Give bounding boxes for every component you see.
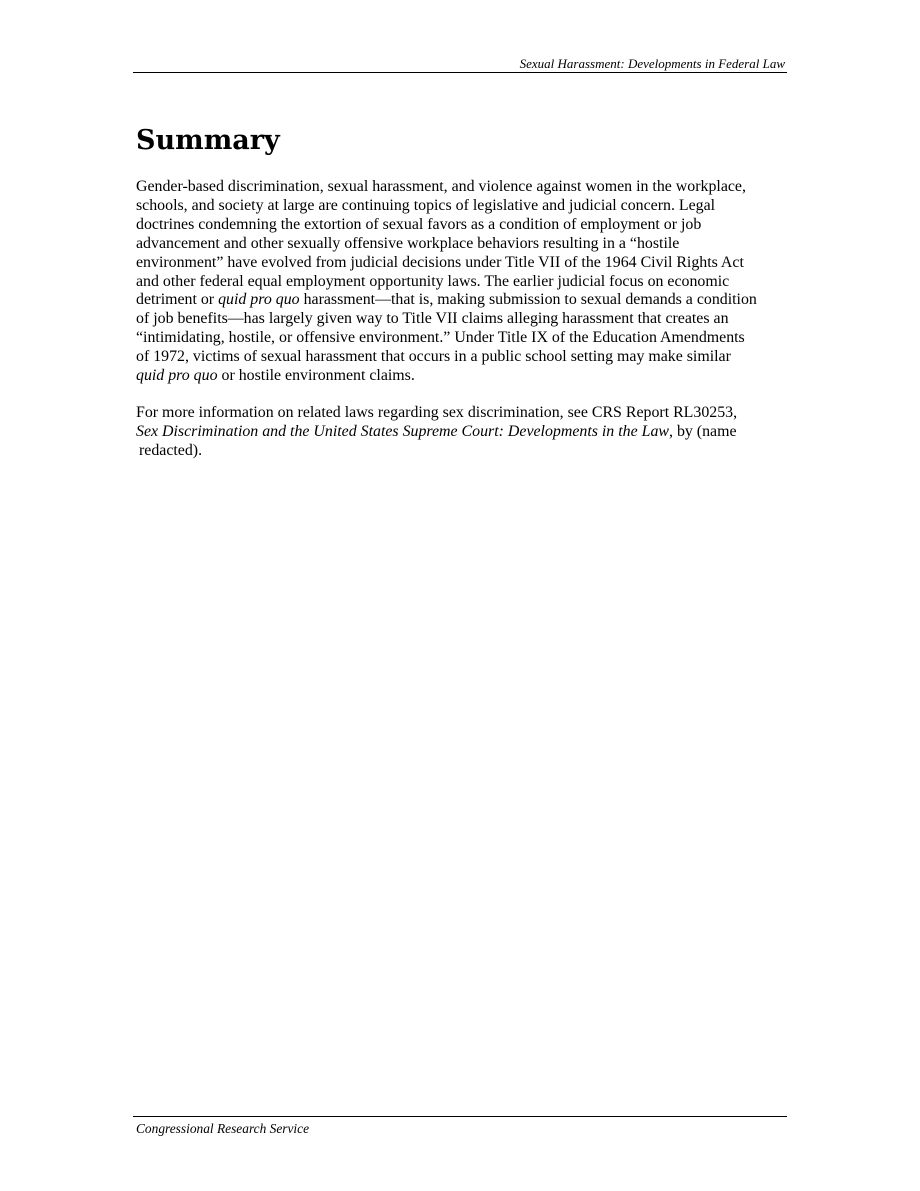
paragraph-line: and other federal equal employment opportunity laws. The earlier judicial focus on economic (136, 272, 730, 290)
latin-term: quid pro quo (136, 367, 218, 385)
paragraph-line (136, 367, 796, 386)
paragraph-line (136, 291, 796, 310)
paragraph-line: of 1972, victims of sexual harassment that occurs in a public school setting may make similar (136, 348, 731, 366)
running-header (133, 55, 787, 73)
line-text: , by (name (669, 422, 737, 440)
paragraph-line: advancement and other sexually offensive workplace behaviors resulting in a “hostile (136, 234, 680, 252)
footer-publisher: Congressional Research Service (136, 1121, 310, 1136)
latin-term: quid pro quo (218, 291, 300, 309)
paragraph-line: Gender-based discrimination, sexual harassment, and violence against women in the workplace, (136, 178, 746, 195)
running-header-title: Sexual Harassment: Developments in Federal Law (519, 56, 785, 71)
line-text: or hostile environment claims. (217, 367, 415, 385)
related-reports-paragraph (136, 404, 796, 461)
section-title: Summary (136, 125, 280, 156)
paragraph-line: schools, and society at large are continuing topics of legislative and judicial concern. Legal (136, 196, 716, 214)
paragraph-line: of job benefits—has largely given way to Title VII claims alleging harassment that creates an (136, 310, 729, 328)
paragraph-line: For more information on related laws regarding sex discrimination, see CRS Report RL30253, (136, 404, 738, 421)
paragraph-line: environment” have evolved from judicial decisions under Title VII of the 1964 Civil Rights Act (136, 253, 744, 271)
running-footer (133, 1116, 787, 1136)
paragraph-line: “intimidating, hostile, or offensive environment.” Under Title IX of the Education Amendments (136, 329, 745, 347)
summary-paragraph (136, 178, 796, 386)
paragraph-line (136, 423, 796, 442)
report-title: Sex Discrimination and the United States Supreme Court: Developments in the Law (136, 422, 669, 440)
paragraph-line: doctrines condemning the extortion of sexual favors as a condition of employment or job (136, 215, 702, 233)
line-text: detriment or (136, 291, 219, 309)
line-text: harassment—that is, making submission to sexual demands a condition (299, 291, 757, 309)
paragraph-line: redacted). (139, 441, 203, 459)
